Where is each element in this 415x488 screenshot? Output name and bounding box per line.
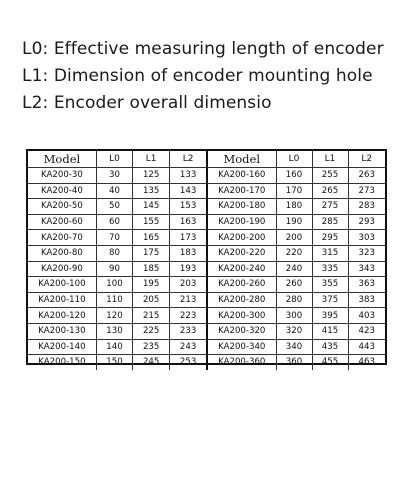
legend-line-l2: L2: Encoder overall dimensio bbox=[22, 93, 272, 113]
table-row bbox=[28, 183, 207, 199]
cell-l1: 205 bbox=[133, 292, 170, 308]
cell-l2: 153 bbox=[170, 199, 207, 215]
cell-l0: 340 bbox=[276, 339, 312, 355]
table-row bbox=[208, 355, 385, 370]
cell-l0: 300 bbox=[276, 308, 312, 324]
cell-l0: 280 bbox=[276, 292, 312, 308]
cell-l1: 255 bbox=[312, 168, 348, 184]
cell-l0: 140 bbox=[96, 339, 132, 355]
cell-l2: 243 bbox=[170, 339, 207, 355]
cell-model: KA200-300 bbox=[208, 308, 276, 324]
cell-model: KA200-50 bbox=[28, 199, 96, 215]
cell-model: KA200-110 bbox=[28, 292, 96, 308]
cell-model: KA200-180 bbox=[208, 199, 276, 215]
cell-model: KA200-140 bbox=[28, 339, 96, 355]
cell-l0: 130 bbox=[96, 323, 132, 339]
cell-l1: 245 bbox=[133, 355, 170, 370]
column-header-l2: L2 bbox=[170, 151, 207, 168]
cell-l2: 173 bbox=[170, 230, 207, 246]
dimension-table bbox=[26, 149, 387, 368]
dimension-table-left bbox=[28, 151, 208, 370]
cell-l0: 260 bbox=[276, 277, 312, 293]
column-header-l0: L0 bbox=[96, 151, 132, 168]
legend-line-l1: L1: Dimension of encoder mounting hole bbox=[22, 66, 373, 86]
table-row bbox=[28, 261, 207, 277]
cell-l2: 423 bbox=[348, 323, 385, 339]
cell-l2: 233 bbox=[170, 323, 207, 339]
cell-model: KA200-120 bbox=[28, 308, 96, 324]
table-row bbox=[28, 323, 207, 339]
cell-l0: 50 bbox=[96, 199, 132, 215]
table-row bbox=[28, 230, 207, 246]
table-row bbox=[28, 199, 207, 215]
table-header-row bbox=[28, 151, 207, 168]
cell-model: KA200-30 bbox=[28, 168, 96, 184]
cell-l2: 443 bbox=[348, 339, 385, 355]
cell-l1: 155 bbox=[133, 214, 170, 230]
cell-l1: 435 bbox=[312, 339, 348, 355]
cell-l1: 355 bbox=[312, 277, 348, 293]
table-row bbox=[28, 214, 207, 230]
cell-model: KA200-340 bbox=[208, 339, 276, 355]
cell-l2: 283 bbox=[348, 199, 385, 215]
cell-l1: 275 bbox=[312, 199, 348, 215]
cell-model: KA200-70 bbox=[28, 230, 96, 246]
cell-l0: 220 bbox=[276, 245, 312, 261]
cell-model: KA200-150 bbox=[28, 355, 96, 370]
cell-l2: 463 bbox=[348, 355, 385, 370]
cell-l2: 203 bbox=[170, 277, 207, 293]
table-row bbox=[208, 214, 385, 230]
cell-l2: 143 bbox=[170, 183, 207, 199]
cell-l2: 273 bbox=[348, 183, 385, 199]
legend bbox=[22, 36, 384, 117]
cell-l1: 375 bbox=[312, 292, 348, 308]
cell-l1: 225 bbox=[133, 323, 170, 339]
table-row bbox=[28, 308, 207, 324]
cell-l0: 160 bbox=[276, 168, 312, 184]
table-row bbox=[28, 245, 207, 261]
cell-model: KA200-160 bbox=[208, 168, 276, 184]
column-header-model: Model bbox=[28, 151, 96, 168]
table-body-right bbox=[208, 168, 385, 370]
cell-l0: 90 bbox=[96, 261, 132, 277]
table-row bbox=[208, 323, 385, 339]
cell-l2: 403 bbox=[348, 308, 385, 324]
table-row bbox=[28, 277, 207, 293]
cell-l2: 303 bbox=[348, 230, 385, 246]
legend-line-l0: L0: Effective measuring length of encoder bbox=[22, 39, 384, 59]
cell-l0: 360 bbox=[276, 355, 312, 370]
cell-model: KA200-100 bbox=[28, 277, 96, 293]
column-header-l2: L2 bbox=[348, 151, 385, 168]
cell-l2: 183 bbox=[170, 245, 207, 261]
cell-l2: 293 bbox=[348, 214, 385, 230]
cell-l0: 70 bbox=[96, 230, 132, 246]
table-row bbox=[208, 308, 385, 324]
table-row bbox=[208, 277, 385, 293]
table-header-row bbox=[208, 151, 385, 168]
cell-l0: 170 bbox=[276, 183, 312, 199]
column-header-l1: L1 bbox=[133, 151, 170, 168]
column-header-l0: L0 bbox=[276, 151, 312, 168]
cell-l1: 395 bbox=[312, 308, 348, 324]
cell-model: KA200-260 bbox=[208, 277, 276, 293]
cell-model: KA200-130 bbox=[28, 323, 96, 339]
cell-l2: 343 bbox=[348, 261, 385, 277]
cell-l0: 180 bbox=[276, 199, 312, 215]
cell-l0: 190 bbox=[276, 214, 312, 230]
table-row bbox=[208, 339, 385, 355]
table-row bbox=[28, 355, 207, 370]
cell-l1: 285 bbox=[312, 214, 348, 230]
column-header-l1: L1 bbox=[312, 151, 348, 168]
cell-model: KA200-220 bbox=[208, 245, 276, 261]
table-row bbox=[208, 230, 385, 246]
cell-model: KA200-40 bbox=[28, 183, 96, 199]
cell-l1: 175 bbox=[133, 245, 170, 261]
cell-model: KA200-320 bbox=[208, 323, 276, 339]
table-row bbox=[208, 261, 385, 277]
cell-l0: 80 bbox=[96, 245, 132, 261]
cell-l2: 323 bbox=[348, 245, 385, 261]
cell-model: KA200-170 bbox=[208, 183, 276, 199]
cell-l0: 100 bbox=[96, 277, 132, 293]
cell-l0: 30 bbox=[96, 168, 132, 184]
cell-model: KA200-240 bbox=[208, 261, 276, 277]
cell-model: KA200-190 bbox=[208, 214, 276, 230]
cell-l0: 200 bbox=[276, 230, 312, 246]
cell-l1: 215 bbox=[133, 308, 170, 324]
cell-l0: 240 bbox=[276, 261, 312, 277]
table-row bbox=[28, 339, 207, 355]
cell-l2: 163 bbox=[170, 214, 207, 230]
cell-l1: 135 bbox=[133, 183, 170, 199]
cell-l1: 295 bbox=[312, 230, 348, 246]
cell-model: KA200-200 bbox=[208, 230, 276, 246]
cell-l2: 213 bbox=[170, 292, 207, 308]
table-row bbox=[28, 168, 207, 184]
table-row bbox=[208, 245, 385, 261]
cell-l1: 235 bbox=[133, 339, 170, 355]
cell-model: KA200-80 bbox=[28, 245, 96, 261]
cell-l2: 223 bbox=[170, 308, 207, 324]
cell-l2: 193 bbox=[170, 261, 207, 277]
column-header-model: Model bbox=[208, 151, 276, 168]
table-row bbox=[208, 183, 385, 199]
cell-model: KA200-360 bbox=[208, 355, 276, 370]
cell-l1: 165 bbox=[133, 230, 170, 246]
cell-l0: 320 bbox=[276, 323, 312, 339]
cell-l0: 110 bbox=[96, 292, 132, 308]
cell-l0: 60 bbox=[96, 214, 132, 230]
cell-l1: 265 bbox=[312, 183, 348, 199]
cell-l1: 125 bbox=[133, 168, 170, 184]
cell-l0: 120 bbox=[96, 308, 132, 324]
cell-l1: 315 bbox=[312, 245, 348, 261]
cell-l2: 363 bbox=[348, 277, 385, 293]
table-row bbox=[28, 292, 207, 308]
cell-l2: 253 bbox=[170, 355, 207, 370]
cell-model: KA200-280 bbox=[208, 292, 276, 308]
table-row bbox=[208, 199, 385, 215]
cell-l2: 383 bbox=[348, 292, 385, 308]
cell-l1: 455 bbox=[312, 355, 348, 370]
cell-l1: 335 bbox=[312, 261, 348, 277]
cell-l0: 150 bbox=[96, 355, 132, 370]
table-row bbox=[208, 168, 385, 184]
cell-l0: 40 bbox=[96, 183, 132, 199]
cell-l2: 263 bbox=[348, 168, 385, 184]
table-row bbox=[208, 292, 385, 308]
cell-l1: 185 bbox=[133, 261, 170, 277]
cell-l1: 145 bbox=[133, 199, 170, 215]
table-body-left bbox=[28, 168, 207, 370]
cell-l1: 195 bbox=[133, 277, 170, 293]
dimension-table-right bbox=[208, 151, 385, 370]
cell-l1: 415 bbox=[312, 323, 348, 339]
cell-model: KA200-90 bbox=[28, 261, 96, 277]
cell-l2: 133 bbox=[170, 168, 207, 184]
cell-model: KA200-60 bbox=[28, 214, 96, 230]
